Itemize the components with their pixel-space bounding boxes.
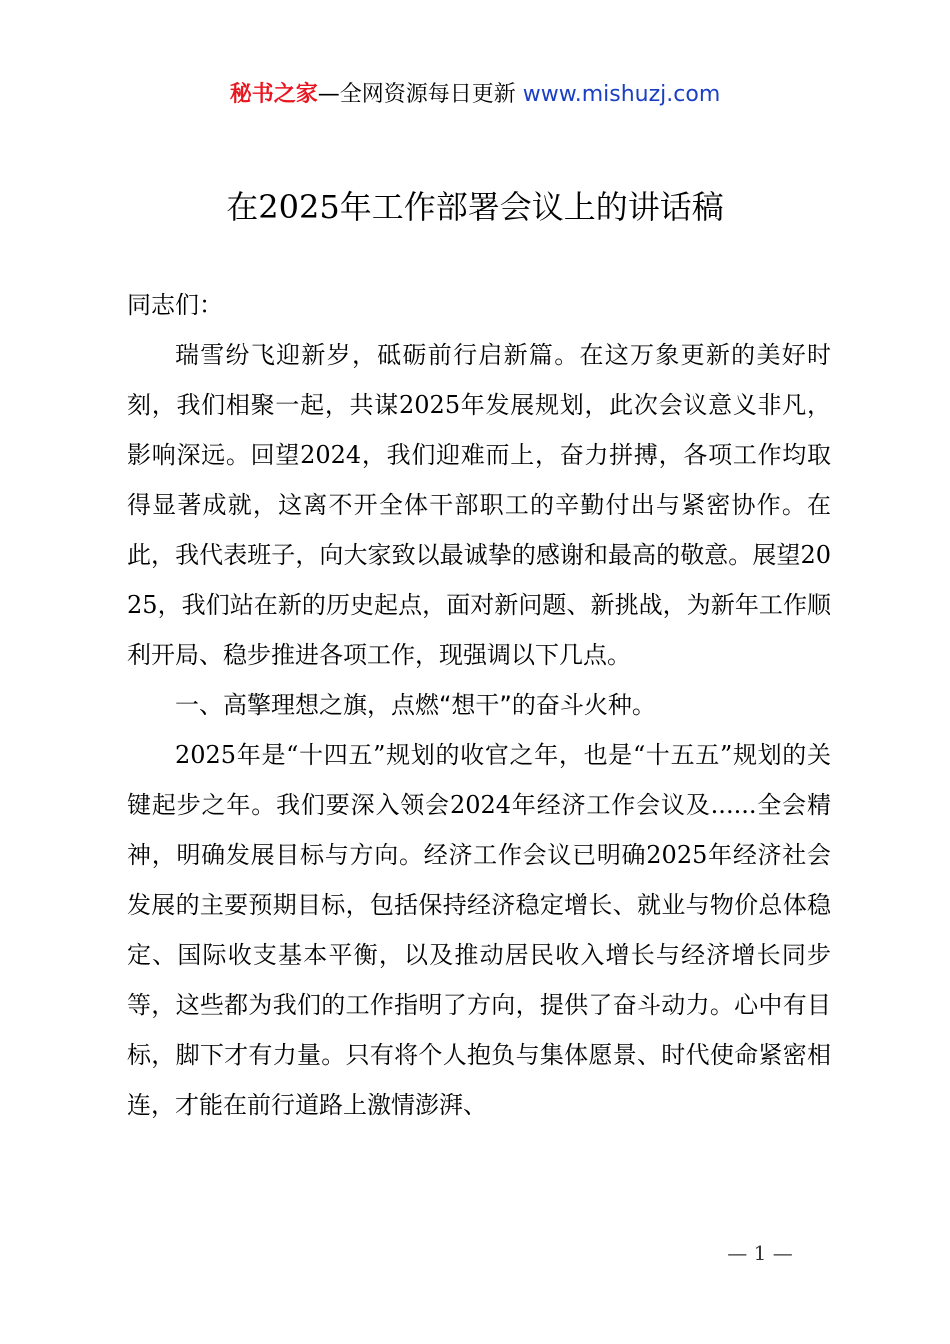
document-body <box>127 280 831 1130</box>
site-url-link[interactable]: www.mishuzj.com <box>522 82 721 107</box>
site-slogan: —全网资源每日更新 <box>317 82 516 107</box>
section-heading: 一、高擎理想之旗，点燃“想干”的奋斗火种。 <box>175 691 656 719</box>
site-banner <box>0 78 950 112</box>
body-paragraph: 2025年是“十四五”规划的收官之年，也是“十五五”规划的关键起步之年。我们要深入领会2024年经济工作会议及......全会精神，明确发展目标与方向。经济工作会议已明确2025年经济社会发展的主要预期目标，包括保持经济稳定增长、就业与物价总体稳定、国际收支基本平衡，以及推动居民收入增长与经济增长同步等，这些都为我们的工作指明了方向，提供了奋斗动力。心中有目标，脚下才有力量。只有将个人抱负与集体愿景、时代使命紧密相连，才能在前行道路上激情澎湃、 <box>127 741 831 1119</box>
page-number: — 1 — <box>727 1241 793 1265</box>
body-paragraph: 瑞雪纷飞迎新岁，砥砺前行启新篇。在这万象更新的美好时刻，我们相聚一起，共谋2025年发展规划，此次会议意义非凡，影响深远。回望2024，我们迎难而上，奋力拼搏，各项工作均取得显著成就，这离不开全体干部职工的辛勤付出与紧密协作。在此，我代表班子，向大家致以最诚挚的感谢和最高的敬意。展望2025，我们站在新的历史起点，面对新问题、新挑战，为新年工作顺利开局、稳步推进各项工作，现强调以下几点。 <box>127 341 831 669</box>
site-brand: 秘书之家 <box>229 82 318 107</box>
salutation: 同志们： <box>127 291 223 319</box>
document-title: 在2025年工作部署会议上的讲话稿 <box>226 188 724 226</box>
